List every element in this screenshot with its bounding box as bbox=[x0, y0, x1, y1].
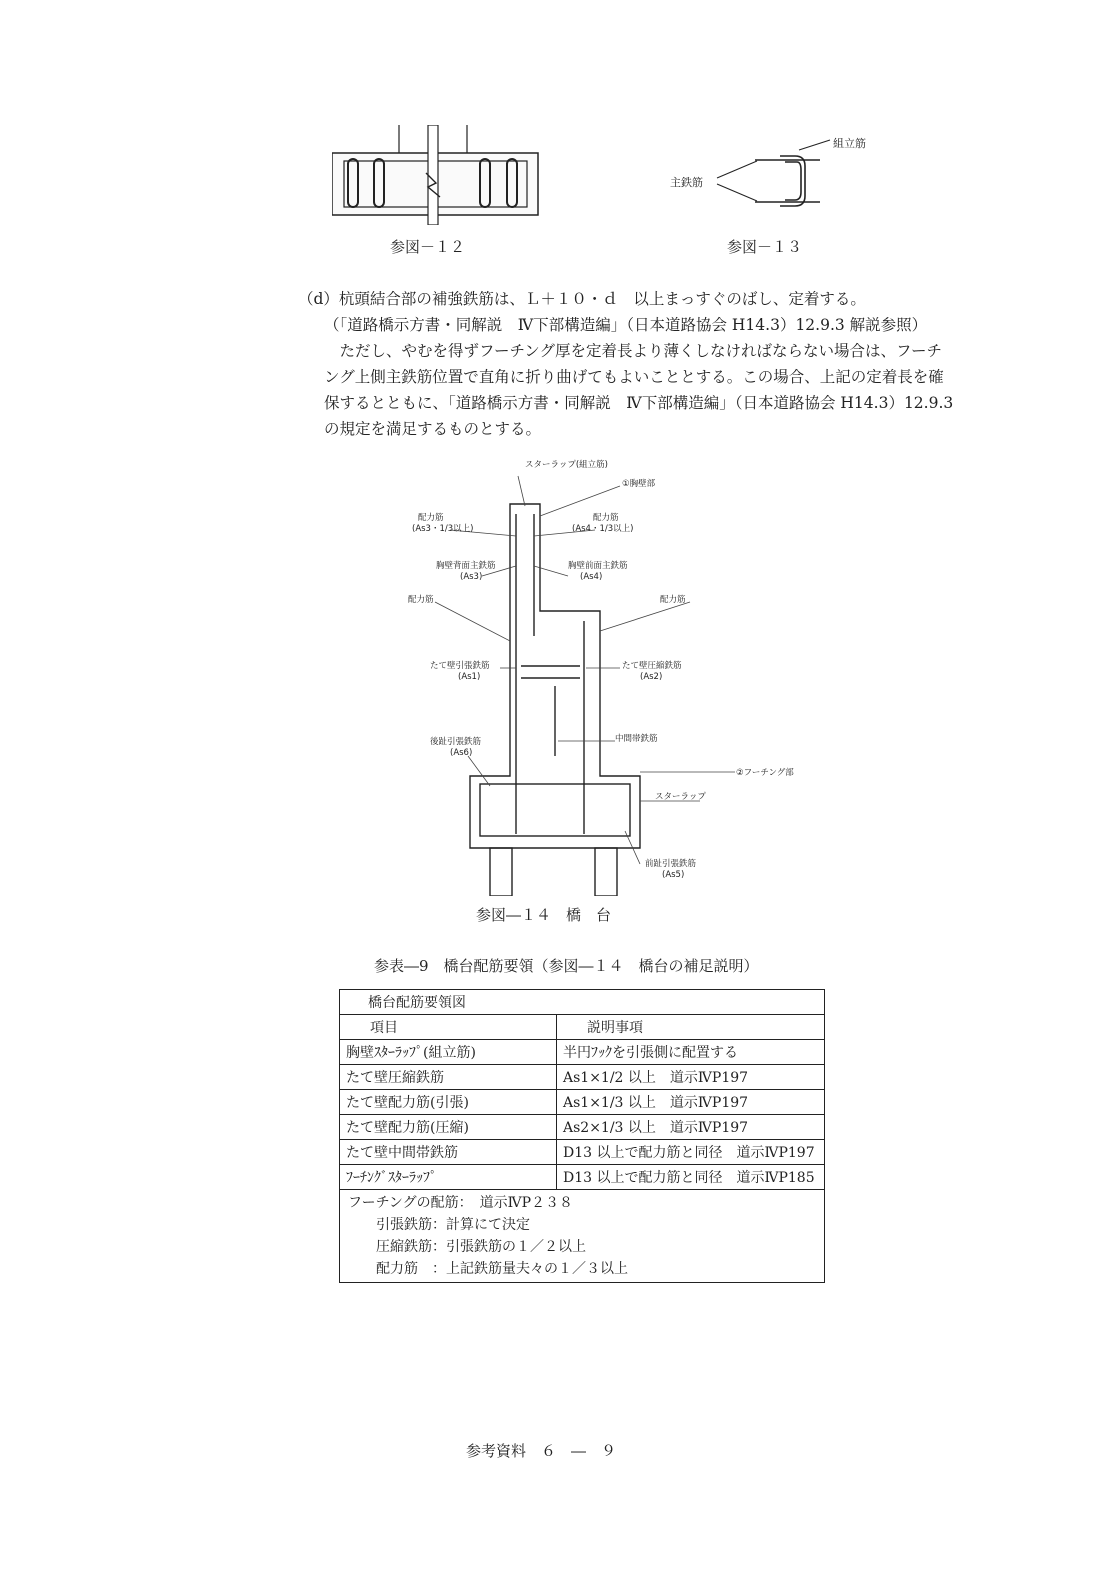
row-item: たて壁配力筋(圧縮) bbox=[340, 1115, 557, 1140]
row-item: たて壁中間帯鉄筋 bbox=[340, 1140, 557, 1165]
row-desc: D13 以上で配力筋と同径 道示ⅣP197 bbox=[557, 1140, 825, 1165]
table-row bbox=[340, 1090, 825, 1115]
row-desc: 半円ﾌｯｸを引張側に配置する bbox=[557, 1040, 825, 1065]
note-line: 配力筋 ：上記鉄筋量夫々の１／３以上 bbox=[348, 1261, 628, 1277]
figure-14-drawing bbox=[400, 456, 810, 896]
figure-14-caption: 参図―１４ 橋 台 bbox=[476, 906, 612, 924]
header-desc: 説明事項 bbox=[557, 1015, 825, 1040]
label-dist-mid-left: 配力筋 bbox=[408, 595, 434, 605]
label-stirrup: スターラップ bbox=[655, 792, 706, 802]
label-stirrup-assembly: スターラップ(組立筋) bbox=[525, 460, 608, 470]
footing-notes bbox=[340, 1190, 825, 1283]
figure-12-drawing bbox=[332, 125, 544, 225]
row-item: たて壁配力筋(引張) bbox=[340, 1090, 557, 1115]
figure-12-caption: 参図－１２ bbox=[390, 238, 466, 256]
table-title: 橋台配筋要領図 bbox=[340, 990, 825, 1015]
label-wall-comp: たて壁圧縮鉄筋 bbox=[622, 661, 682, 671]
label-main-bar: 主鉄筋 bbox=[670, 176, 703, 189]
table-caption: 参表―9 橋台配筋要領（参図―１４ 橋台の補足説明） bbox=[374, 957, 759, 975]
table-row bbox=[340, 1115, 825, 1140]
label-front-toe: 前趾引張鉄筋 bbox=[645, 859, 697, 869]
row-desc: As1×1/3 以上 道示ⅣP197 bbox=[557, 1090, 825, 1115]
table-row bbox=[340, 1065, 825, 1090]
row-desc: D13 以上で配力筋と同径 道示ⅣP185 bbox=[557, 1165, 825, 1190]
row-item: 胸壁ｽﾀｰﾗｯﾌﾟ(組立筋) bbox=[340, 1040, 557, 1065]
label-dist-left-sub: (As3・1/3以上) bbox=[412, 524, 474, 534]
paragraph-d-line3: ただし、やむを得ずフーチング厚を定着長より薄くしなければならない場合は、フーチ bbox=[324, 342, 942, 360]
label-wall-tension-sub: (As1) bbox=[458, 672, 481, 682]
row-desc: As1×1/2 以上 道示ⅣP197 bbox=[557, 1065, 825, 1090]
label-parapet-back: 胸壁背面主鉄筋 bbox=[436, 561, 496, 571]
note-line: フーチングの配筋： 道示ⅣP２３８ bbox=[348, 1195, 574, 1211]
page-number: 参考資料 ６ ― ９ bbox=[466, 1442, 617, 1460]
label-dist-right-sub: (As4・1/3以上) bbox=[572, 524, 634, 534]
table-row bbox=[340, 1165, 825, 1190]
paragraph-d-line4: ング上側主鉄筋位置で直角に折り曲げてもよいこととする。この場合、上記の定着長を確 bbox=[324, 368, 944, 386]
label-dist-mid-right: 配力筋 bbox=[660, 595, 686, 605]
paragraph-d-line2: （「道路橋示方書・同解説 Ⅳ下部構造編」（日本道路協会 H14.3）12.9.3 解説参照） bbox=[324, 316, 928, 334]
label-dist-right: 配力筋 bbox=[593, 513, 619, 523]
paragraph-d-line5: 保するとともに、「道路橋示方書・同解説 Ⅳ下部構造編」（日本道路協会 H14.3）12.9.3 bbox=[324, 394, 954, 412]
figure-13-drawing bbox=[665, 130, 885, 220]
label-parapet-front-sub: (As4) bbox=[580, 572, 603, 582]
rebar-table bbox=[339, 989, 825, 1283]
paragraph-d-line6: の規定を満足するものとする。 bbox=[324, 420, 542, 438]
label-parapet: ①胸壁部 bbox=[622, 479, 656, 489]
row-desc: As2×1/3 以上 道示ⅣP197 bbox=[557, 1115, 825, 1140]
table-row bbox=[340, 1140, 825, 1165]
label-parapet-front: 胸壁前面主鉄筋 bbox=[568, 561, 628, 571]
row-item: ﾌｰﾁﾝｸﾞｽﾀｰﾗｯﾌﾟ bbox=[340, 1165, 557, 1190]
label-wall-tension: たて壁引張鉄筋 bbox=[430, 661, 490, 671]
label-wall-comp-sub: (As2) bbox=[640, 672, 663, 682]
label-assembly-bar: 組立筋 bbox=[833, 137, 866, 150]
paragraph-d-line1: （d）杭頭結合部の補強鉄筋は、Ｌ＋１０・ｄ 以上まっすぐのばし、定着する。 bbox=[298, 290, 866, 308]
note-line: 圧縮鉄筋：引張鉄筋の１／２以上 bbox=[348, 1239, 586, 1255]
note-line: 引張鉄筋：計算にて決定 bbox=[348, 1217, 530, 1233]
row-item: たて壁圧縮鉄筋 bbox=[340, 1065, 557, 1090]
label-middle-band: 中間帯鉄筋 bbox=[615, 734, 658, 744]
label-dist-left: 配力筋 bbox=[418, 513, 444, 523]
label-footing: ②フーチング部 bbox=[736, 768, 794, 778]
label-front-toe-sub: (As5) bbox=[662, 870, 685, 880]
table-row bbox=[340, 1040, 825, 1065]
label-parapet-back-sub: (As3) bbox=[460, 572, 483, 582]
header-item: 項目 bbox=[340, 1015, 557, 1040]
figure-13-caption: 参図－１３ bbox=[727, 238, 803, 256]
label-rear-heel-sub: (As6) bbox=[450, 748, 473, 758]
label-rear-heel: 後趾引張鉄筋 bbox=[430, 737, 482, 747]
